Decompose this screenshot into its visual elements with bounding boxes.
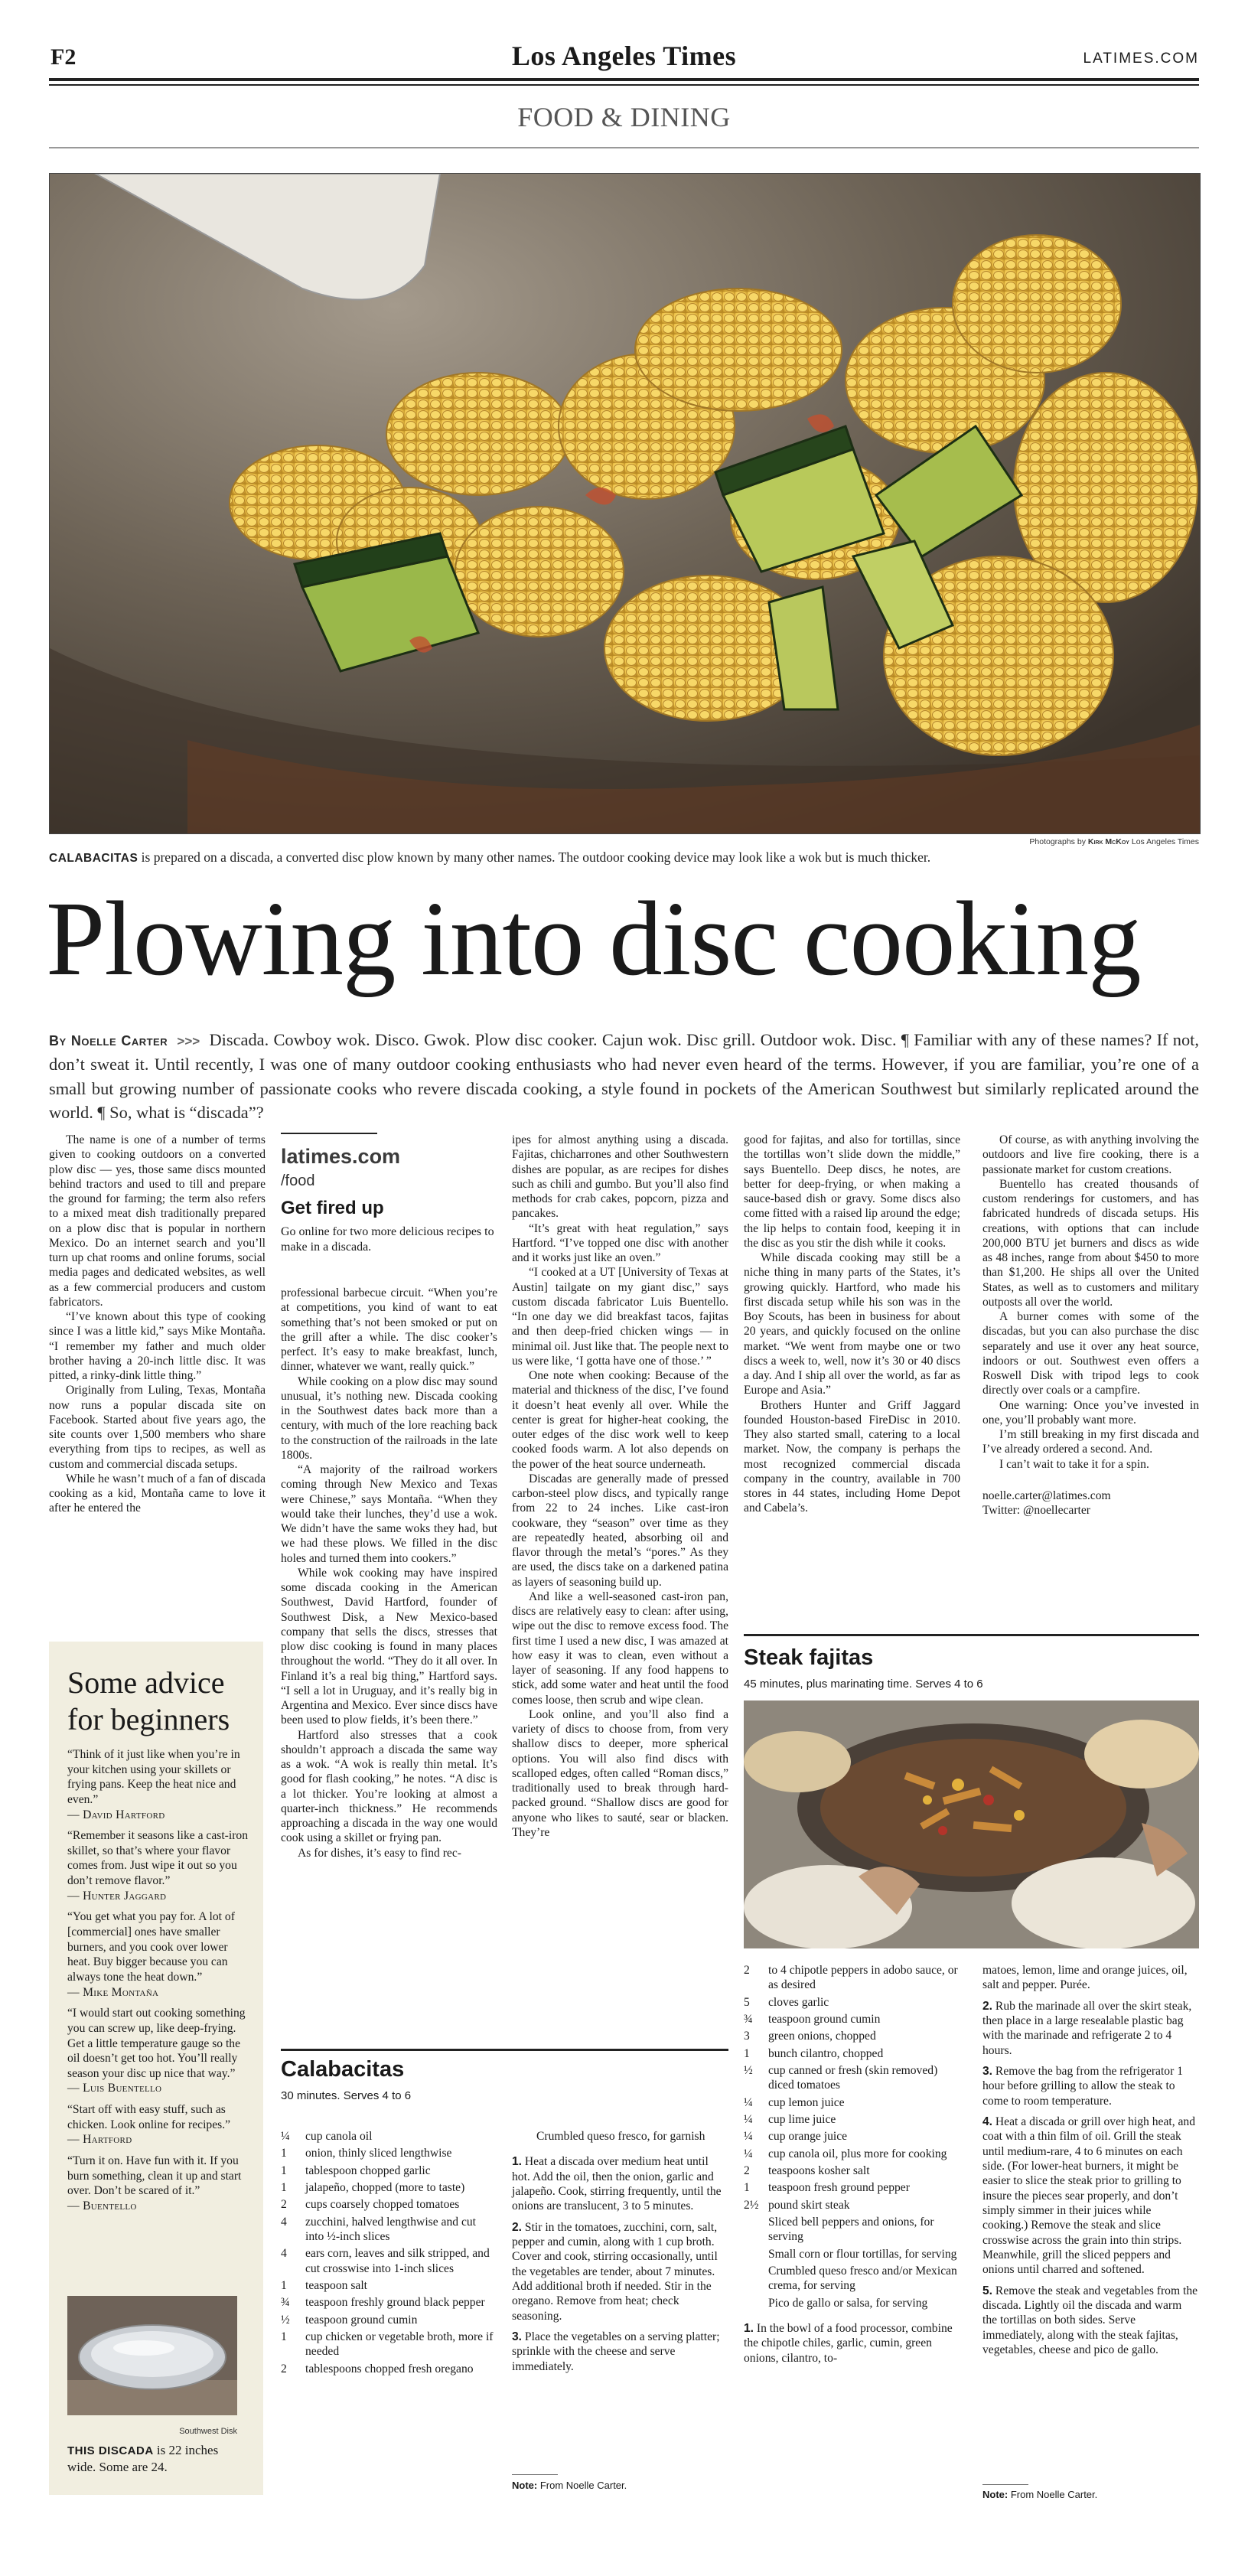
contact-twitter[interactable]: Twitter: @noellecarter (982, 1504, 1090, 1517)
fajitas-yield: 45 minutes, plus marinating time. Serves 4 to 6 (744, 1678, 983, 1691)
ingredient-row: 4 zucchini, halved lengthwise and cut into ½-inch slices (281, 2215, 477, 2243)
calabacitas-title: Calabacitas (281, 2057, 405, 2082)
recipe-step: 3. Remove the bag from the refrigerator 1 hour before grilling to allow the steak to come to room temperature. (982, 2064, 1183, 2108)
ingredient-row: 1 bunch cilantro, chopped (744, 2046, 884, 2060)
discada-caption: THIS DISCADA is 22 inches wide. Some are 24. (67, 2443, 219, 2474)
ingredient-row: 1 jalapeño, chopped (more to taste) (281, 2180, 465, 2194)
deck-text: Discada. Cowboy wok. Disco. Gwok. Plow disc cooker. Cajun wok. Disc grill. Outdoor wok. Disc. ¶ Familiar with any of these names? If not, don’t sweat it. Until recently, I was one of many outdoor cooking enthusiasts who had never even heard of the terms. However, if you are familiar, you’re one of a small but growing number of passionate cooks who revere discada cooking, a style found in pockets of the American Southwest but similarly replicated around the world. ¶ So, what is “discada”? (49, 1030, 1199, 1123)
contact-email[interactable]: noelle.carter@latimes.com (982, 1489, 1111, 1502)
advice-quote: “Think of it just like when you’re in your kitchen using your skillets or frying pans. Keep the heat nice and even.” — David Hartford (67, 1748, 240, 1821)
ingredient-row: Small corn or flour tortillas, for serving (768, 2247, 957, 2261)
webbox-title: Get fired up (281, 1198, 384, 1218)
masthead: Los Angeles Times (511, 41, 737, 71)
discada-photo-credit: Southwest Disk (179, 2427, 237, 2436)
calabacitas-ingredients (281, 2129, 497, 2379)
fajitas-steps (982, 1963, 1199, 2363)
recipe-step-continued: matoes, lemon, lime and orange juices, oil, salt and pepper. Purée. (982, 1964, 1188, 1992)
byline: By Noelle Carter (49, 1033, 168, 1048)
photo-credit: Photographs by Kirk McKoy Los Angeles Times (1029, 837, 1199, 846)
article-column-5: Of course, as with anything involving the outdoors and live fire cooking, there is a passionate market for custom creations. Buentello has created thousands of custom renderings for customers, and has fabricated hundreds of discada setups. His creations, with options that can include 200,000 BTU jet burners and discs as wide as 48 inches, range from about $450 to more than $1,200. He ships all over the United States, as well as to customers and military outposts all over the world. A burner comes with some of the discadas, but you can also purchase the disc separately and use it over any heat source, indoors or out. Southwest even offers a Roswell Disk with tripod legs to cook directly over coals or a campfire. One warning: Once you’ve invested in one, you’ll probably want more. I’m still breaking in my first discada and I’ve already ordered a second. And. I can’t wait to take it for a spin. noelle.carter@latimes.com Twitter: @noellecarter (982, 1133, 1199, 1517)
recipe-step: 2. Stir in the tomatoes, zucchini, corn, salt, pepper and cumin, along with 1 cup broth. Cover and cook, stirring occasionally, until the vegetables are tender, about 7 minutes. Add additional broth if needed. Stir in the oregano. Remove from heat; check seasoning. (512, 2220, 718, 2323)
ingredient-row: ¼ cup orange juice (744, 2130, 848, 2144)
ingredient-row: 1 cup chicken or vegetable broth, more if needed (281, 2330, 494, 2359)
fajitas-title: Steak fajitas (744, 1645, 874, 1670)
advice-quote: “You get what you pay for. A lot of [commercial] ones have smaller burners, and you cook over lower heat. Buy bigger because you can always tone the heat down.” — Mike Montaña (67, 1910, 235, 1999)
photo-caption: CALABACITAS is prepared on a discada, a converted disc plow known by many other names. The outdoor cooking device may look like a wok but is much thicker. (49, 849, 931, 865)
recipe-step: 4. Heat a discada or grill over high heat, and coat with a thin film of oil. Grill the steak until medium-rare, 4 to 6 minutes on each side. (For lower-heat burners, it might be easier to slice the steak prior to grilling to insure the pieces sear properly, and don’t simply simmer in their juices while cooking.) Remove the steak and slice crosswise across the grain into thin strips. Meanwhile, grill the sliced peppers and onions until charred and softened. (982, 2115, 1196, 2277)
webbox-site: latimes.com (281, 1145, 401, 1168)
calabacitas-yield: 30 minutes. Serves 4 to 6 (281, 2089, 412, 2102)
main-photo-corn-and-zucchini (49, 173, 1201, 834)
ingredient-row: 2½ pound skirt steak (744, 2198, 850, 2212)
ingredient-row: Pico de gallo or salsa, for serving (768, 2296, 928, 2310)
fajitas-note: Note: From Noelle Carter. (982, 2489, 1098, 2500)
article-column-4: good for fajitas, and also for tortillas, since the tortillas won’t slide down the middle,” says Buentello. Deep discs, he notes, are better for deep-frying, or when making a sauce-based dish or gravy. Some discs also come fitted with a raised lip around the edge; the lip helps to contain food, keeping it in the disc as you stir the dish while it cooks. While discada cooking may still be a niche thing in many parts of the States, it’s growing quickly. Hartford, who made his first discada setup while his son was in the Boy Scouts, has been in business for about 20 years, and quickly focused on the online market. “We went from maybe one or two discs a week to, well, now it’s 30 or 40 discs a day. And I ship all over the world, as far as Europe and Asia.” Brothers Hunter and Griff Jaggard founded Houston-based FireDisc in 2010. They also started small, catering to a local market. Now, the company is perhaps the most recognized commercial discada company in the country, available in 700 stores in 44 states, including Home Depot and Cabela’s. (744, 1133, 960, 1515)
header-rule-thin (49, 84, 1199, 86)
website-label: LATIMES.COM (1083, 51, 1199, 67)
ingredient-row: 1 onion, thinly sliced lengthwise (281, 2147, 452, 2160)
advice-sidebar (49, 1642, 263, 2495)
fajitas-rule (744, 1634, 1199, 1636)
ingredient-row: Crumbled queso fresco and/or Mexican crema, for serving (768, 2264, 957, 2293)
advice-quote: “I would start out cooking something you can screw up, like deep-frying. Get a little temperature gauge so the oil doesn’t get too hot. You’ll really season your disc up nice that way.” — Luis Buentello (67, 2007, 246, 2095)
advice-quote: “Start off with easy stuff, such as chicken. Look online for recipes.” — Hartford (67, 2103, 231, 2147)
advice-quote: “Remember it seasons like a cast-iron skillet, so that’s where your flavor comes from. Just wipe it out so you don’t remove flavor.” — Hunter Jaggard (67, 1829, 248, 1903)
ingredient-row: ¼ cup canola oil, plus more for cooking (744, 2147, 947, 2160)
ingredient-row: ¾ teaspoon freshly ground black pepper (281, 2296, 485, 2310)
recipe-step: 1. In the bowl of a food processor, combine the chipotle chiles, garlic, cumin, green onions, cilantro, to- (744, 2321, 953, 2365)
ingredient-row: ½ teaspoon ground cumin (281, 2313, 418, 2327)
ingredient-row: 2 cups coarsely chopped tomatoes (281, 2198, 460, 2212)
byline-deck (49, 1028, 1199, 1125)
recipe-step: 5. Remove the steak and vegetables from the discada. Lightly oil the discada and warm the tortillas on both sides. Serve immediately, along with the steak fajitas, vegetables, cheese and pico de gallo. (982, 2284, 1198, 2356)
ingredient-row: 1 tablespoon chopped garlic (281, 2164, 431, 2177)
ingredient-row: 3 green onions, chopped (744, 2030, 876, 2043)
ingredient-row: 4 ears corn, leaves and silk stripped, and cut crosswise into 1-inch slices (281, 2247, 490, 2275)
byline-arrows: >>> (177, 1034, 200, 1048)
calabacitas-garnish: Crumbled queso fresco, for garnish (536, 2130, 705, 2143)
ingredient-row: Sliced bell peppers and onions, for serving (768, 2215, 934, 2244)
advice-quotes (67, 1747, 251, 2220)
ingredient-row: 2 tablespoons chopped fresh oregano (281, 2362, 474, 2375)
ingredient-row: ¼ cup lime juice (744, 2112, 836, 2126)
article-column-2: professional barbecue circuit. “When you’re at competitions, you kind of want to eat something that’s not been smoked or put on the grill after a while. The disc cooker’s perfect. It’s easy to make breakfast, lunch, dinner, whatever we want, really quick.” While cooking on a plow disc may sound unusual, it’s nothing new. Discada cooking in the Southwest dates back more than a century, with much of the lore reaching back to the construction of the railroads in the late 1800s. “A majority of the railroad workers coming through New Mexico and Texas were Chinese,” says Montaña. “When they would take their lunches, they’d use a wok. We didn’t have the same woks they had, but we had these plows. We filled in the disc holes and turned them into cookers.” While wok cooking may have inspired some discada cooking in the American Southwest, David Hartford, founder of Southwest Disk, a New Mexico-based company that sells the discs, stresses that plow disc cooking is found in many places throughout the world. “They do it all over. In Finland it’s a real big thing,” Hartford says. “I sell a lot in Uruguay, and it’s really big in Argentina and Mexico. Ever since discs have been used to plow fields, it’s been there.” Hartford also stresses that a cook shouldn’t approach a discada the same way as a wok. “A wok is really thin metal. It’s good for flash cooking,” he notes. “A disc is a lot thicker. You’re looking at almost a quarter-inch thickness.” He recommends approaching a discada in the way one would cook using a skillet or frying pan. As for dishes, it’s easy to find rec- (281, 1286, 497, 1860)
section-rule (49, 147, 1199, 148)
fajitas-ingredients (744, 1963, 966, 2372)
recipe-step: 2. Rub the marinade all over the skirt steak, then place in a large resealable plastic bag with the marinade and refrigerate 2 to 4 hours. (982, 1999, 1192, 2057)
recipe-step: 1. Heat a discada over medium heat until hot. Add the oil, then the onion, garlic and jalapeño. Cook, stirring frequently, until the onions are translucent, 3 to 5 minutes. (512, 2155, 722, 2213)
calabacitas-note-rule (512, 2474, 558, 2475)
discada-photo (67, 2296, 237, 2415)
webbox-path: /food (281, 1172, 315, 1189)
page-number: F2 (51, 44, 77, 70)
headline: Plowing into disc cooking (46, 880, 1141, 998)
fajitas-photo (744, 1700, 1199, 1948)
calabacitas-steps (512, 2129, 728, 2380)
calabacitas-note: Note: From Noelle Carter. (512, 2480, 627, 2491)
ingredient-row: 2 teaspoons kosher salt (744, 2164, 870, 2177)
ingredient-row: 1 teaspoon salt (281, 2278, 367, 2292)
ingredient-row: ¼ cup lemon juice (744, 2095, 845, 2109)
calabacitas-rule (281, 2049, 728, 2051)
webbox-text: Go online for two more delicious recipes to make in a discada. (281, 1225, 494, 1254)
ingredient-row: 2 to 4 chipotle peppers in adobo sauce, or as desired (744, 1964, 958, 1992)
article-column-3: ipes for almost anything using a discada. Fajitas, chicharrones and other Southwestern dishes are popular, as are recipes for dishes such as chili and gumbo. But you’ll also find methods for crab cakes, popcorn, pizza and pancakes. “It’s great with heat regulation,” says Hartford. “I’ve topped one disc with another and it works just like an oven.” “I cooked at a UT [University of Texas at Austin] tailgate on my giant disc,” says custom discada fabricator Luis Buentello. “In one day we did breakfast tacos, fajitas and then deep-fried chicken wings — in minimal oil. Just like that. The people next to us were like, ‘I gotta have one of those.’ ” One note when cooking: Because of the material and thickness of the disc, I’ve found it doesn’t heat evenly all over. While the center is great for higher-heat cooking, the outer edges of the disc work well to keep cooked foods warm. A lot also depends on the power of the heat source underneath. Discadas are generally made of pressed carbon-steel plow discs, and typically range from 22 to 24 inches. Like cast-iron cookware, they “season” over time as they are repeatedly heated, absorbing oil and flavor through the metal’s “pores.” As they are used, the discs take on a darkened patina as layers of seasoning build up. And like a well-seasoned cast-iron pan, discs are relatively easy to clean: after using, wipe out the disc to remove excess food. The first time I used a new disc, I was amazed at how easy it was to clean, even without a layer of seasoning. If any food happens to stick, add some water and heat until the food comes loose, then scrub and wipe clean. Look online, and you’ll also find a variety of discs to choose from, from very shallow discs to deeper, more spherical options. You will also find discs with scalloped edges, often called “Roman discs,” traditionally used to break through hard-packed ground. “Shallow discs are good for anyone who likes to sauté, sear or blacken. They’re (512, 1133, 728, 1839)
recipe-step: 3. Place the vegetables on a serving platter; sprinkle with the cheese and serve immediately. (512, 2330, 720, 2373)
ingredient-row: 5 cloves garlic (744, 1995, 829, 2009)
fajitas-note-rule (982, 2484, 1028, 2485)
ingredient-row: ½ cup canned or fresh (skin removed) diced tomatoes (744, 2063, 938, 2092)
article-column-1: The name is one of a number of terms given to cooking outdoors on a converted plow disc — yes, those same discs mounted behind tractors and used to till and prepare the ground for farming; the term also refers to a mixed meat dish traditionally prepared on a plow disc that is popular in northern Mexico. Do an internet search and you’ll turn up chat rooms and online forums, social media pages and dedicated websites, as well as a few commercial producers and custom fabricators. “I’ve known about this type of cooking since I was a little kid,” says Mike Montaña. “I remember my father and much older brother having a 20-inch little disc. It was pitted, a rinky-dink little thing.” Originally from Luling, Texas, Montaña now runs a popular discada site on Facebook. Started about five years ago, the site counts over 1,500 members who share everything from tips to recipes, as well as custom and commercial discada setups. While he wasn’t much of a fan of discada cooking as a kid, Montaña came to love it after he entered the (49, 1133, 266, 1515)
header-rule-thick (49, 78, 1199, 81)
advice-title: Some advice for beginners (67, 1665, 230, 1736)
ingredient-row: ¾ teaspoon ground cumin (744, 2012, 881, 2026)
ingredient-row: 1 teaspoon fresh ground pepper (744, 2181, 910, 2195)
webbox-rule (281, 1133, 377, 1134)
section-title: FOOD & DINING (517, 102, 731, 132)
advice-quote: “Turn it on. Have fun with it. If you burn something, clean it up and start over. Don’t be scared of it.” — Buentello (67, 2154, 242, 2212)
ingredient-row: ¼ cup canola oil (281, 2130, 373, 2143)
